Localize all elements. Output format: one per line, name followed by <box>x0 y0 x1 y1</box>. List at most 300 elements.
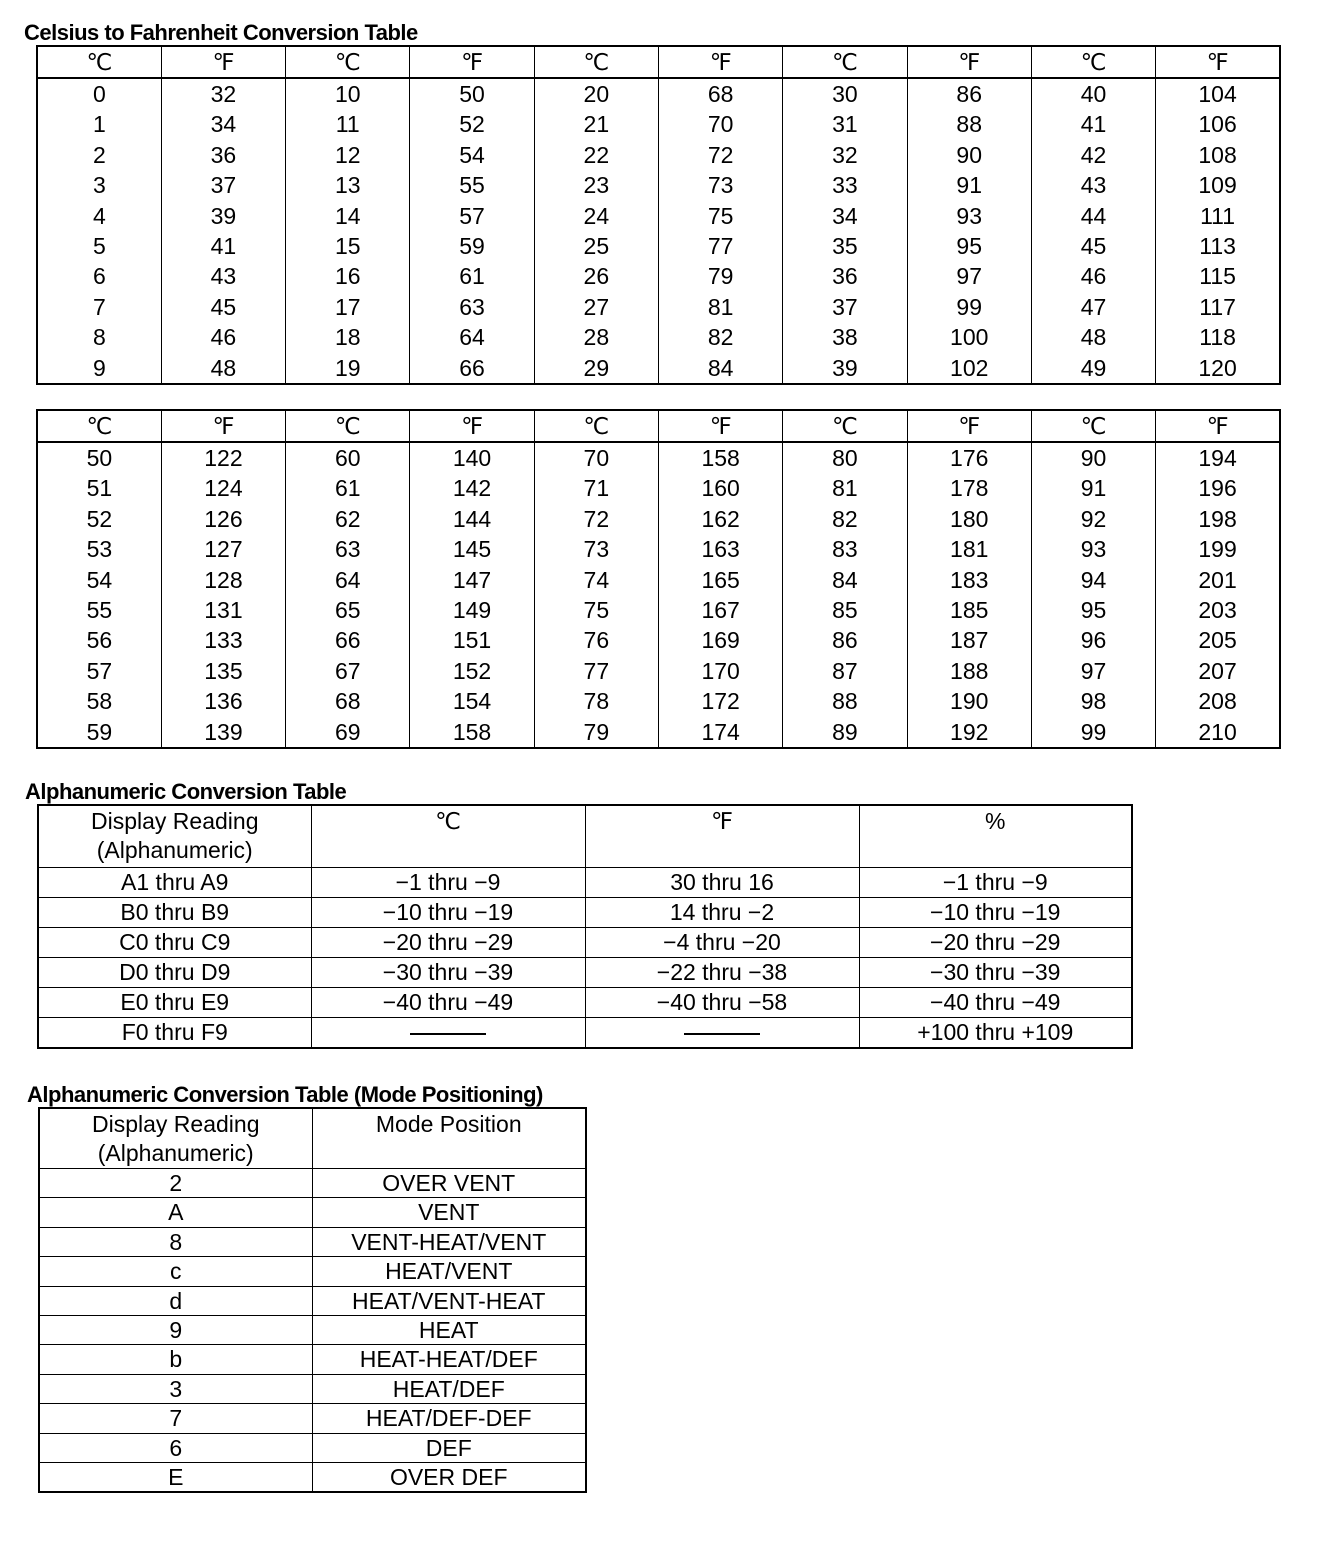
fahrenheit-cell: 59 <box>410 231 534 261</box>
celsius-cell: 22 <box>534 140 658 170</box>
celsius-cell: 12 <box>286 140 410 170</box>
celsius-column-header: ℃ <box>534 46 658 78</box>
celsius-cell: 73 <box>534 534 658 564</box>
celsius-cell: 11 <box>286 109 410 139</box>
percent-cell: −10 thru −19 <box>859 898 1132 928</box>
fahrenheit-cell: 151 <box>410 625 534 655</box>
celsius-cell: 41 <box>1031 109 1155 139</box>
display-reading-cell: 3 <box>39 1374 312 1403</box>
celsius-cell: 54 <box>37 565 161 595</box>
celsius-cell: 1 <box>37 109 161 139</box>
fahrenheit-cell: 178 <box>907 473 1031 503</box>
fahrenheit-cell: 82 <box>658 322 782 352</box>
celsius-column-header: ℃ <box>1031 46 1155 78</box>
fahrenheit-cell: 188 <box>907 656 1031 686</box>
display-reading-cell: c <box>39 1257 312 1286</box>
display-reading-cell: b <box>39 1345 312 1374</box>
fahrenheit-cell: 176 <box>907 442 1031 473</box>
celsius-cell: 20 <box>534 78 658 109</box>
celsius-cell: 67 <box>286 656 410 686</box>
table-row <box>37 442 1280 473</box>
celsius-cell: 62 <box>286 504 410 534</box>
fahrenheit-cell: 158 <box>410 717 534 748</box>
celsius-cell: 2 <box>37 140 161 170</box>
fahrenheit-cell: 41 <box>161 231 285 261</box>
display-reading-cell: 6 <box>39 1433 312 1462</box>
fahrenheit-column-header: ℉ <box>907 46 1031 78</box>
fahrenheit-cell: 54 <box>410 140 534 170</box>
table-row <box>38 898 1132 928</box>
fahrenheit-cell: 120 <box>1156 353 1280 384</box>
table-row <box>37 201 1280 231</box>
fahrenheit-cell: 128 <box>161 565 285 595</box>
table-row <box>38 958 1132 988</box>
display-reading-cell: F0 thru F9 <box>38 1018 311 1049</box>
percent-header: % <box>859 805 1132 868</box>
celsius-cell: 95 <box>1031 595 1155 625</box>
fahrenheit-cell: 144 <box>410 504 534 534</box>
fahrenheit-cell: 158 <box>658 442 782 473</box>
fahrenheit-cell: 63 <box>410 292 534 322</box>
fahrenheit-cell: 170 <box>658 656 782 686</box>
fahrenheit-cell: 72 <box>658 140 782 170</box>
fahrenheit-cell: 154 <box>410 686 534 716</box>
mode-position-cell: HEAT <box>312 1316 586 1345</box>
celsius-cell: 47 <box>1031 292 1155 322</box>
fahrenheit-cell: 203 <box>1156 595 1280 625</box>
celsius-column-header: ℃ <box>37 410 161 442</box>
fahrenheit-cell: 180 <box>907 504 1031 534</box>
celsius-cell: 49 <box>1031 353 1155 384</box>
celsius-cell: 25 <box>534 231 658 261</box>
fahrenheit-cell: 201 <box>1156 565 1280 595</box>
fahrenheit-cell: 43 <box>161 261 285 291</box>
fahrenheit-cell: −40 thru −58 <box>585 988 859 1018</box>
celsius-cell: 15 <box>286 231 410 261</box>
celsius-column-header: ℃ <box>37 46 161 78</box>
table-row <box>37 473 1280 503</box>
table-row <box>39 1404 586 1433</box>
display-reading-header-line1: Display Reading <box>91 808 259 834</box>
celsius-cell: 23 <box>534 170 658 200</box>
fahrenheit-cell: 100 <box>907 322 1031 352</box>
fahrenheit-cell: 181 <box>907 534 1031 564</box>
fahrenheit-column-header: ℉ <box>410 410 534 442</box>
celsius-cell: 42 <box>1031 140 1155 170</box>
fahrenheit-cell: 115 <box>1156 261 1280 291</box>
celsius-cell: 7 <box>37 292 161 322</box>
table-row <box>39 1198 586 1227</box>
celsius-table-block-2 <box>36 409 1281 749</box>
fahrenheit-column-header: ℉ <box>658 46 782 78</box>
celsius-cell: 74 <box>534 565 658 595</box>
table-row <box>38 868 1132 898</box>
celsius-cell: 99 <box>1031 717 1155 748</box>
fahrenheit-column-header: ℉ <box>161 410 285 442</box>
fahrenheit-cell: 104 <box>1156 78 1280 109</box>
percent-cell: −20 thru −29 <box>859 928 1132 958</box>
celsius-cell: 86 <box>783 625 907 655</box>
fahrenheit-cell: 34 <box>161 109 285 139</box>
percent-cell: −1 thru −9 <box>859 868 1132 898</box>
fahrenheit-cell: 207 <box>1156 656 1280 686</box>
table-row <box>37 170 1280 200</box>
celsius-cell: 37 <box>783 292 907 322</box>
fahrenheit-cell: 97 <box>907 261 1031 291</box>
mode-position-cell: HEAT/VENT-HEAT <box>312 1286 586 1315</box>
table-row <box>37 292 1280 322</box>
celsius-cell: 58 <box>37 686 161 716</box>
fahrenheit-cell: 106 <box>1156 109 1280 139</box>
table-row <box>39 1257 586 1286</box>
celsius-column-header: ℃ <box>286 410 410 442</box>
fahrenheit-cell: 131 <box>161 595 285 625</box>
celsius-cell: 40 <box>1031 78 1155 109</box>
display-reading-cell: E0 thru E9 <box>38 988 311 1018</box>
fahrenheit-cell: 196 <box>1156 473 1280 503</box>
fahrenheit-cell: 139 <box>161 717 285 748</box>
celsius-cell: 85 <box>783 595 907 625</box>
table-row <box>37 109 1280 139</box>
table-header-row <box>39 1108 586 1169</box>
celsius-cell: 13 <box>286 170 410 200</box>
display-reading-cell: 7 <box>39 1404 312 1433</box>
fahrenheit-cell: 109 <box>1156 170 1280 200</box>
fahrenheit-cell: 46 <box>161 322 285 352</box>
table-row <box>37 504 1280 534</box>
celsius-cell: 65 <box>286 595 410 625</box>
fahrenheit-cell: 111 <box>1156 201 1280 231</box>
celsius-cell: 94 <box>1031 565 1155 595</box>
table-header-row <box>37 410 1280 442</box>
celsius-cell: 78 <box>534 686 658 716</box>
celsius-cell: 48 <box>1031 322 1155 352</box>
fahrenheit-column-header: ℉ <box>410 46 534 78</box>
display-reading-header-line2: (Alphanumeric) <box>97 1140 254 1166</box>
table-row <box>37 322 1280 352</box>
celsius-column-header: ℃ <box>783 410 907 442</box>
celsius-cell: 32 <box>783 140 907 170</box>
table-row <box>39 1374 586 1403</box>
celsius-cell: 21 <box>534 109 658 139</box>
fahrenheit-cell: 32 <box>161 78 285 109</box>
table-row <box>37 565 1280 595</box>
table-row <box>37 231 1280 261</box>
celsius-cell: 57 <box>37 656 161 686</box>
celsius-cell: 88 <box>783 686 907 716</box>
celsius-cell: 4 <box>37 201 161 231</box>
fahrenheit-cell: 48 <box>161 353 285 384</box>
celsius-cell: 34 <box>783 201 907 231</box>
display-reading-cell: 9 <box>39 1316 312 1345</box>
celsius-cell: 80 <box>783 442 907 473</box>
fahrenheit-cell: 52 <box>410 109 534 139</box>
fahrenheit-cell: 64 <box>410 322 534 352</box>
percent-cell: −40 thru −49 <box>859 988 1132 1018</box>
celsius-cell: 17 <box>286 292 410 322</box>
alphanumeric-table <box>37 804 1133 1049</box>
fahrenheit-cell: 86 <box>907 78 1031 109</box>
table-row <box>37 625 1280 655</box>
fahrenheit-cell: 165 <box>658 565 782 595</box>
celsius-cell: 39 <box>783 353 907 384</box>
celsius-cell: 27 <box>534 292 658 322</box>
celsius-cell: 92 <box>1031 504 1155 534</box>
celsius-cell: −30 thru −39 <box>311 958 585 988</box>
display-reading-cell: 8 <box>39 1227 312 1256</box>
fahrenheit-cell: 149 <box>410 595 534 625</box>
table-row <box>39 1345 586 1374</box>
fahrenheit-cell: 172 <box>658 686 782 716</box>
fahrenheit-cell: 147 <box>410 565 534 595</box>
celsius-cell: 52 <box>37 504 161 534</box>
celsius-cell: 87 <box>783 656 907 686</box>
celsius-cell: 3 <box>37 170 161 200</box>
mode-position-cell: OVER DEF <box>312 1463 586 1493</box>
fahrenheit-cell: 145 <box>410 534 534 564</box>
fahrenheit-cell: 162 <box>658 504 782 534</box>
fahrenheit-cell: 187 <box>907 625 1031 655</box>
mode-position-cell: HEAT/DEF-DEF <box>312 1404 586 1433</box>
celsius-cell: 45 <box>1031 231 1155 261</box>
celsius-cell: 56 <box>37 625 161 655</box>
celsius-cell: 75 <box>534 595 658 625</box>
fahrenheit-cell: 167 <box>658 595 782 625</box>
fahrenheit-cell: 36 <box>161 140 285 170</box>
fahrenheit-cell: 183 <box>907 565 1031 595</box>
table-header-row <box>38 805 1132 868</box>
celsius-cell: 43 <box>1031 170 1155 200</box>
table-row <box>37 353 1280 384</box>
celsius-cell: 29 <box>534 353 658 384</box>
celsius-cell: 64 <box>286 565 410 595</box>
fahrenheit-cell: 84 <box>658 353 782 384</box>
fahrenheit-cell: 30 thru 16 <box>585 868 859 898</box>
mode-position-cell: HEAT/VENT <box>312 1257 586 1286</box>
mode-position-cell: VENT <box>312 1198 586 1227</box>
celsius-cell: −20 thru −29 <box>311 928 585 958</box>
celsius-cell: 5 <box>37 231 161 261</box>
fahrenheit-cell: 208 <box>1156 686 1280 716</box>
celsius-cell: 69 <box>286 717 410 748</box>
display-reading-cell: E <box>39 1463 312 1493</box>
fahrenheit-cell: 102 <box>907 353 1031 384</box>
fahrenheit-cell: 70 <box>658 109 782 139</box>
celsius-cell: 0 <box>37 78 161 109</box>
celsius-cell: 77 <box>534 656 658 686</box>
fahrenheit-cell: −4 thru −20 <box>585 928 859 958</box>
mode-position-cell: HEAT-HEAT/DEF <box>312 1345 586 1374</box>
celsius-cell: 70 <box>534 442 658 473</box>
fahrenheit-cell: 118 <box>1156 322 1280 352</box>
celsius-cell: 16 <box>286 261 410 291</box>
not-applicable-dash <box>410 1033 486 1035</box>
fahrenheit-cell: 73 <box>658 170 782 200</box>
celsius-cell: 96 <box>1031 625 1155 655</box>
celsius-cell: 46 <box>1031 261 1155 291</box>
table-row <box>39 1286 586 1315</box>
fahrenheit-cell: 174 <box>658 717 782 748</box>
celsius-cell: 66 <box>286 625 410 655</box>
display-reading-header <box>38 805 311 868</box>
celsius-cell: 53 <box>37 534 161 564</box>
fahrenheit-cell: 140 <box>410 442 534 473</box>
celsius-cell: 50 <box>37 442 161 473</box>
fahrenheit-cell: 117 <box>1156 292 1280 322</box>
display-reading-cell: A1 thru A9 <box>38 868 311 898</box>
fahrenheit-cell: 75 <box>658 201 782 231</box>
fahrenheit-cell: 142 <box>410 473 534 503</box>
celsius-cell: 51 <box>37 473 161 503</box>
display-reading-cell: B0 thru B9 <box>38 898 311 928</box>
fahrenheit-cell: 91 <box>907 170 1031 200</box>
fahrenheit-cell: 99 <box>907 292 1031 322</box>
celsius-cell: 89 <box>783 717 907 748</box>
fahrenheit-cell: 81 <box>658 292 782 322</box>
fahrenheit-cell: 14 thru −2 <box>585 898 859 928</box>
fahrenheit-cell <box>585 1018 859 1049</box>
celsius-cell: 84 <box>783 565 907 595</box>
display-reading-cell: d <box>39 1286 312 1315</box>
fahrenheit-column-header: ℉ <box>1156 410 1280 442</box>
celsius-cell: −40 thru −49 <box>311 988 585 1018</box>
fahrenheit-column-header: ℉ <box>907 410 1031 442</box>
mode-position-table <box>38 1107 587 1493</box>
celsius-cell: 9 <box>37 353 161 384</box>
celsius-cell: 72 <box>534 504 658 534</box>
celsius-cell: 33 <box>783 170 907 200</box>
celsius-cell: 79 <box>534 717 658 748</box>
table-row <box>39 1316 586 1345</box>
celsius-cell <box>311 1018 585 1049</box>
celsius-cell: 83 <box>783 534 907 564</box>
mode-position-cell: OVER VENT <box>312 1169 586 1198</box>
fahrenheit-cell: 127 <box>161 534 285 564</box>
celsius-cell: 36 <box>783 261 907 291</box>
celsius-column-header: ℃ <box>783 46 907 78</box>
fahrenheit-cell: 61 <box>410 261 534 291</box>
table-row <box>37 686 1280 716</box>
table-row <box>37 261 1280 291</box>
table-row <box>38 928 1132 958</box>
table-row <box>39 1227 586 1256</box>
fahrenheit-cell: 50 <box>410 78 534 109</box>
fahrenheit-column-header: ℉ <box>1156 46 1280 78</box>
fahrenheit-cell: 122 <box>161 442 285 473</box>
table-row <box>37 140 1280 170</box>
fahrenheit-cell: 39 <box>161 201 285 231</box>
fahrenheit-cell: 88 <box>907 109 1031 139</box>
fahrenheit-cell: 113 <box>1156 231 1280 261</box>
fahrenheit-cell: 133 <box>161 625 285 655</box>
celsius-column-header: ℃ <box>1031 410 1155 442</box>
celsius-cell: −1 thru −9 <box>311 868 585 898</box>
fahrenheit-cell: 210 <box>1156 717 1280 748</box>
table-row <box>39 1169 586 1198</box>
fahrenheit-cell: 169 <box>658 625 782 655</box>
celsius-table-block-1 <box>36 45 1281 385</box>
celsius-cell: 61 <box>286 473 410 503</box>
fahrenheit-cell: 124 <box>161 473 285 503</box>
celsius-cell: 44 <box>1031 201 1155 231</box>
celsius-table-title: Celsius to Fahrenheit Conversion Table <box>24 20 418 45</box>
celsius-cell: 24 <box>534 201 658 231</box>
celsius-cell: 26 <box>534 261 658 291</box>
display-reading-header <box>39 1108 312 1169</box>
celsius-cell: 93 <box>1031 534 1155 564</box>
fahrenheit-cell: 45 <box>161 292 285 322</box>
mode-position-cell: VENT-HEAT/VENT <box>312 1227 586 1256</box>
fahrenheit-cell: 163 <box>658 534 782 564</box>
fahrenheit-cell: 95 <box>907 231 1031 261</box>
table-row <box>39 1463 586 1493</box>
celsius-header: ℃ <box>311 805 585 868</box>
fahrenheit-cell: 66 <box>410 353 534 384</box>
fahrenheit-cell: 108 <box>1156 140 1280 170</box>
celsius-cell: 38 <box>783 322 907 352</box>
alphanumeric-table-title: Alphanumeric Conversion Table <box>25 779 347 804</box>
celsius-cell: 71 <box>534 473 658 503</box>
celsius-cell: 60 <box>286 442 410 473</box>
fahrenheit-cell: 198 <box>1156 504 1280 534</box>
table-row <box>38 988 1132 1018</box>
fahrenheit-cell: 55 <box>410 170 534 200</box>
fahrenheit-cell: 160 <box>658 473 782 503</box>
celsius-cell: 63 <box>286 534 410 564</box>
table-row <box>37 78 1280 109</box>
celsius-cell: 6 <box>37 261 161 291</box>
celsius-cell: 35 <box>783 231 907 261</box>
fahrenheit-cell: 37 <box>161 170 285 200</box>
celsius-cell: 8 <box>37 322 161 352</box>
mode-position-cell: HEAT/DEF <box>312 1374 586 1403</box>
fahrenheit-cell: 194 <box>1156 442 1280 473</box>
celsius-cell: 91 <box>1031 473 1155 503</box>
display-reading-header-line1: Display Reading <box>92 1111 260 1137</box>
celsius-cell: 59 <box>37 717 161 748</box>
celsius-cell: 98 <box>1031 686 1155 716</box>
fahrenheit-cell: 205 <box>1156 625 1280 655</box>
fahrenheit-cell: 185 <box>907 595 1031 625</box>
celsius-cell: 68 <box>286 686 410 716</box>
fahrenheit-header: ℉ <box>585 805 859 868</box>
display-reading-cell: A <box>39 1198 312 1227</box>
fahrenheit-cell: 126 <box>161 504 285 534</box>
fahrenheit-column-header: ℉ <box>658 410 782 442</box>
mode-position-cell: DEF <box>312 1433 586 1462</box>
mode-position-header: Mode Position <box>312 1108 586 1169</box>
display-reading-cell: 2 <box>39 1169 312 1198</box>
fahrenheit-cell: 152 <box>410 656 534 686</box>
table-row <box>38 1018 1132 1049</box>
celsius-cell: 18 <box>286 322 410 352</box>
celsius-cell: 90 <box>1031 442 1155 473</box>
fahrenheit-cell: 79 <box>658 261 782 291</box>
fahrenheit-cell: 136 <box>161 686 285 716</box>
fahrenheit-cell: 68 <box>658 78 782 109</box>
table-row <box>37 534 1280 564</box>
not-applicable-dash <box>684 1033 760 1035</box>
fahrenheit-cell: 57 <box>410 201 534 231</box>
celsius-cell: 97 <box>1031 656 1155 686</box>
celsius-cell: 55 <box>37 595 161 625</box>
percent-cell: +100 thru +109 <box>859 1018 1132 1049</box>
celsius-cell: −10 thru −19 <box>311 898 585 928</box>
display-reading-header-line2: (Alphanumeric) <box>96 837 253 863</box>
celsius-cell: 10 <box>286 78 410 109</box>
display-reading-cell: C0 thru C9 <box>38 928 311 958</box>
table-row <box>39 1433 586 1462</box>
